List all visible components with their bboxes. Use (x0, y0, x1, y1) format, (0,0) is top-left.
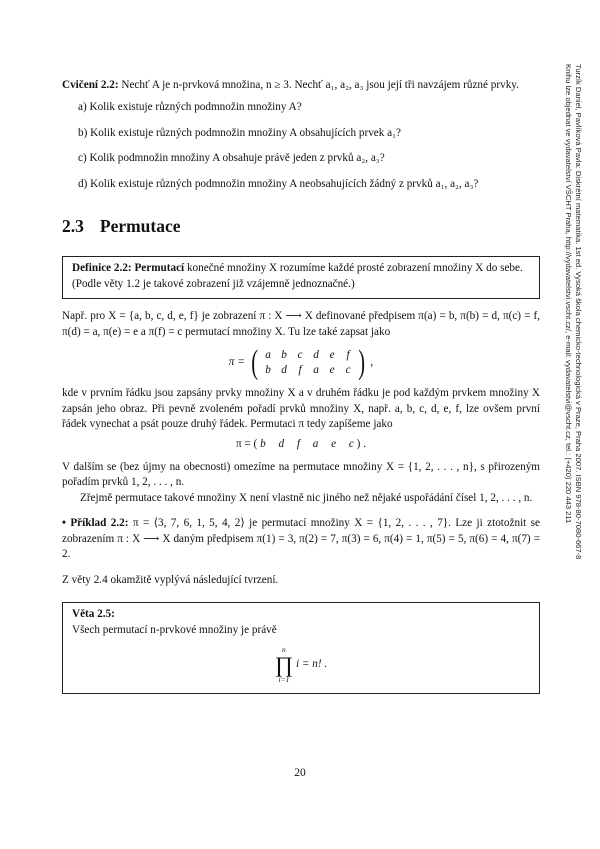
matrix-cell: a (313, 364, 319, 377)
theorem-text: Všech permutací n-prvkové množiny je právě (72, 623, 277, 636)
product-upper: n (282, 645, 286, 655)
matrix-cell: d (313, 348, 319, 361)
page-number: 20 (294, 767, 306, 779)
right-paren: ) (358, 344, 366, 382)
example2-text: π = ⟨3, 7, 6, 1, 5, 4, 2⟩ je permutací množiny X = {1, 2, . . . , 7}. Lze ji ztotožnit se zobrazením π : X ⟶ X daným předpisem π(1) = 3, π(2) = 7, π(3) = 6, π(4) = 1, π(5) = 5, π(6) = 4, π(7) = 2. (62, 517, 540, 561)
left-paren: ( (251, 344, 258, 382)
definition-box (62, 256, 540, 299)
margin-line: Turzík Daniel, Pavlíková Pavla: Diskrétní matematika. 1st ed. Vysoká škola chemicko-technologická v Praze, Praha 2007. ISBN 978-80-7080-667-8 (574, 64, 583, 560)
list-item: a) Kolik existuje různých podmnožin množiny A? (78, 101, 302, 114)
matrix-prefix: π = (228, 356, 245, 369)
matrix-cell: f (346, 348, 350, 361)
example2-label: • Příklad 2.2: (62, 517, 129, 530)
matrix-cell: c (297, 348, 303, 361)
row-suffix: ) . (356, 437, 366, 450)
matrix-cell: d (281, 364, 287, 377)
product-operator (275, 646, 293, 683)
row-prefix: π = ( (235, 437, 258, 450)
page-content (62, 78, 540, 704)
list-item: c) Kolik podmnožin množiny A obsahuje právě jeden z prvků a₂, a₃? (78, 152, 385, 165)
matrix-cell: f (298, 364, 302, 377)
row-cells: b d f a e c (260, 437, 354, 450)
section-number: 2.3 (62, 216, 84, 237)
margin-line: Knihu lze objednat ve vydavatelství VŠCHT Praha, http://vydavatelstvi.vscht.cz/, e-mail: vydavatelstvi@vscht.cz, tel.: (+420) 220 443 211 (563, 64, 573, 524)
definition-text: konečné množiny X rozumíme každé prosté zobrazení množiny X do sebe. (Podle věty 1.2 je takové zobrazení již vzájemně jednoznačné.) (72, 262, 523, 290)
exercise-intro (62, 78, 540, 93)
product-formula (72, 646, 530, 683)
theorem-box (62, 602, 540, 694)
row-permutation (62, 437, 540, 452)
matrix-cell: e (329, 348, 335, 361)
matrix-cell: b (265, 364, 271, 377)
definition-label: Definice 2.2: (72, 262, 132, 275)
matrix-grid (260, 348, 356, 379)
explain-paragraph: kde v prvním řádku jsou zapsány prvky množiny X a v druhém řádku je pod každým prvkem množiny X zapsán jeho obraz. Při pevně zvoleném pořadí prvků množiny X, např. a, b, c, d, e, f, lze ovšem první řádek vynechat a psát pouze druhý řádek. Permutaci π tedy zapíšeme jako (62, 387, 540, 431)
restrict-paragraph: V dalším se (bez újmy na obecnosti) omezíme na permutace množiny X = {1, 2, . . . , n}, s přirozeným pořadím prvků 1, 2, . . . , n. (62, 461, 540, 489)
section-heading (62, 214, 540, 238)
theorem-label: Věta 2.5: (72, 608, 115, 621)
matrix-cell: b (281, 348, 287, 361)
permutation-matrix (62, 346, 540, 380)
product-sign: ∏ (274, 651, 293, 677)
product-body: i = n! . (295, 657, 328, 670)
clearly-paragraph: Zřejmě permutace takové množiny X není vlastně nic jiného než nějaké uspořádání čísel 1, 2, . . . , n. (80, 491, 533, 504)
margin-citation (553, 64, 583, 724)
list-item: d) Kolik existuje různých podmnožin množiny A neobsahujících žádný z prvků a₁, a₂, a₃? (78, 177, 479, 190)
exercise-label: Cvičení 2.2: (62, 79, 119, 91)
exercise-list (62, 100, 540, 192)
follows-paragraph: Z věty 2.4 okamžitě vyplývá následující tvrzení. (62, 573, 279, 586)
matrix-suffix: , (370, 356, 374, 369)
matrix-cell: a (265, 348, 271, 361)
product-lower: i=1 (278, 674, 290, 684)
matrix-cell: c (345, 364, 351, 377)
exercise-text: Nechť A je n-prvková množina, n ≥ 3. Nechť a₁, a₂, a₃ jsou její tři navzájem různé prvky. (121, 79, 519, 91)
list-item: b) Kolik existuje různých podmnožin množiny A obsahujících prvek a₁? (78, 126, 401, 139)
matrix-cell: e (329, 364, 335, 377)
definition-term: Permutací (134, 262, 185, 275)
example2-paragraph (62, 516, 540, 562)
section-title: Permutace (99, 216, 181, 237)
example-paragraph: Např. pro X = {a, b, c, d, e, f} je zobrazení π : X ⟶ X definované předpisem π(a) = b, π(b) = d, π(c) = f, π(d) = a, π(e) = e a π(f) = c permutací množiny X. Tu lze také zapsat jako (62, 310, 540, 338)
